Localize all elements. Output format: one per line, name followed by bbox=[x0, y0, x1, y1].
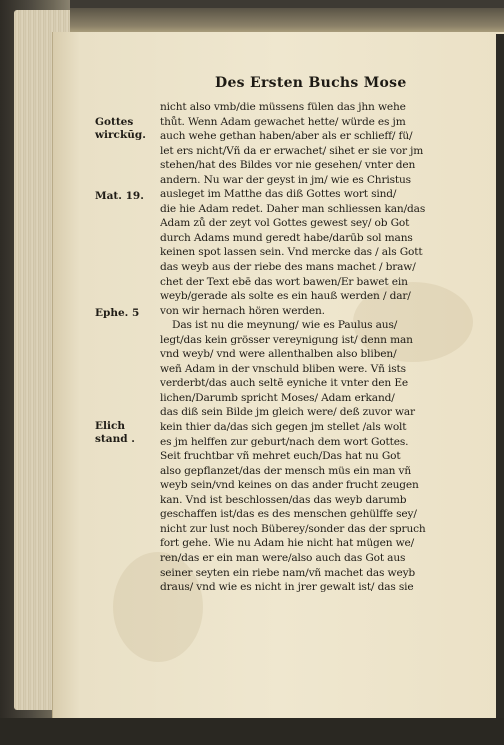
text-line: es jm helffen zur geburt/nach dem wort Gottes. bbox=[160, 435, 409, 448]
text-line: keinen spot lassen sein. Vnd mercke das / als Gott bbox=[160, 246, 423, 259]
text-line: draus/ vnd wie es nicht in jrer gewalt ist/ das sie bbox=[160, 581, 414, 594]
text-line: das weyb aus der riebe des mans machet / braw/ bbox=[160, 261, 416, 274]
text-line: ausleget im Matthe das diß Gottes wort sind/ bbox=[160, 188, 397, 201]
text-line: lichen/Darumb spricht Moses/ Adam erkand/ bbox=[160, 391, 395, 404]
text-line: weyb sein/vnd keines on das ander frucht zeugen bbox=[160, 479, 419, 492]
text-line: auch wehe gethan haben/aber als er schlieff/ fü/ bbox=[160, 130, 413, 143]
running-header: Des Ersten Buchs Mose bbox=[215, 75, 407, 91]
text-line: andern. Nu war der geyst in jm/ wie es Christus bbox=[160, 173, 411, 186]
text-line: Das ist nu die meynung/ wie es Paulus aus/ bbox=[172, 319, 398, 332]
text-line: Seit fruchtbar vñ mehret euch/Das hat nu Got bbox=[160, 450, 401, 463]
text-line: weyb/gerade als solte es ein hauß werden / dar/ bbox=[160, 290, 411, 303]
body-text bbox=[160, 100, 452, 595]
text-line: fort gehe. Wie nu Adam hie nicht hat mügen we/ bbox=[160, 537, 415, 550]
text-line: kan. Vnd ist beschlossen/das das weyb darumb bbox=[160, 493, 407, 506]
text-line: von wir hernach hören werden. bbox=[160, 304, 325, 317]
text-line: ren/das er ein man were/also auch das Got aus bbox=[160, 551, 406, 564]
text-line: nicht zur lust noch Büberey/sonder das der spruch bbox=[160, 522, 426, 535]
margin-note-mat: Mat. 19. bbox=[95, 190, 144, 202]
text-line: Adam zů der zeyt vol Gottes gewest sey/ ob Got bbox=[160, 217, 410, 230]
text-line: vnd weyb/ vnd were allenthalben also bliben/ bbox=[160, 348, 397, 361]
text-line: also gepflanzet/das der mensch müs ein man vñ bbox=[160, 464, 412, 477]
text-line: chet der Text ebē das wort bawen/Er bawet ein bbox=[160, 275, 408, 288]
text-line: geschaffen ist/das es des menschen gehülffe sey/ bbox=[160, 508, 417, 521]
text-line: stehen/hat des Bildes vor nie gesehen/ vnter den bbox=[160, 159, 416, 172]
text-line: nicht also vmb/die müssens fülen das jhn wehe bbox=[160, 101, 406, 113]
text-line: thůt. Wenn Adam gewachet hette/ würde es jm bbox=[160, 115, 406, 128]
text-line: die hie Adam redet. Daher man schliessen kan/das bbox=[160, 202, 426, 215]
right-shadow bbox=[496, 34, 504, 724]
text-line: seiner seyten ein riebe nam/vñ machet das weyb bbox=[160, 566, 416, 579]
text-line: let ers nicht/Vñ da er erwachet/ sihet er sie vor jm bbox=[160, 144, 424, 157]
text-line: durch Adams mund geredt habe/darūb sol mans bbox=[160, 231, 413, 244]
text-line: weñ Adam in der vnschuld bliben were. Vñ ists bbox=[160, 362, 406, 375]
margin-note-elich: Elich stand . bbox=[95, 420, 135, 445]
top-page-edge bbox=[70, 8, 504, 34]
text-line: legt/das kein grösser vereynigung ist/ denn man bbox=[160, 333, 413, 346]
margin-note-ephe: Ephe. 5 bbox=[95, 307, 140, 319]
text-line: das diß sein Bilde jm gleich were/ deß zuvor war bbox=[160, 406, 415, 419]
text-line: verderbt/das auch seltē eyniche it vnter den Ee bbox=[160, 377, 409, 390]
text-line: kein thier da/das sich gegen jm stellet /als wolt bbox=[160, 421, 407, 434]
margin-note-gottes: Gottes wirckūg. bbox=[95, 116, 146, 141]
bottom-shadow bbox=[0, 718, 504, 745]
